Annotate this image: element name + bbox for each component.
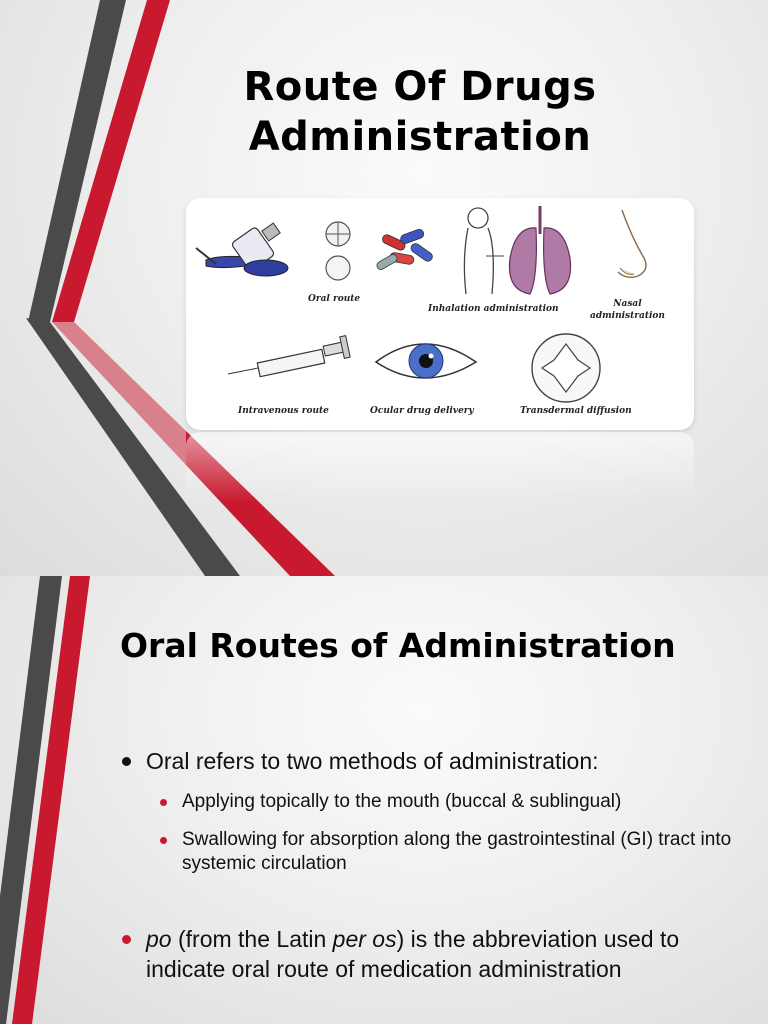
caption-transdermal: Transdermal diffusion xyxy=(520,406,632,416)
person-silhouette-icon xyxy=(464,208,504,294)
caption-inhalation: Inhalation administration xyxy=(428,304,559,314)
eye-icon xyxy=(376,344,476,378)
sub-bullet-topical: Applying topically to the mouth (buccal & sublingual) xyxy=(156,790,750,814)
title-line-1: Route Of Drugs xyxy=(243,64,597,110)
latin-term: per os xyxy=(332,926,397,952)
sub-bullet-swallowing: Swallowing for absorption along the gastrointestinal (GI) tract into systemic circulation xyxy=(156,828,750,876)
nose-icon xyxy=(618,210,646,277)
drug-routes-figure xyxy=(186,198,694,430)
po-abbr: po xyxy=(146,926,172,952)
tablet-icon xyxy=(326,222,350,280)
medicine-bottle-icon xyxy=(196,223,288,276)
slide-heading: Oral Routes of Administration xyxy=(120,626,676,665)
caption-nasal: Nasal administration xyxy=(590,299,665,321)
caption-oral-route: Oral route xyxy=(308,294,361,304)
transdermal-patch-icon xyxy=(532,334,600,402)
caption-ocular: Ocular drug delivery xyxy=(370,406,474,416)
bullet-oral-methods: Oral refers to two methods of administration: xyxy=(120,746,750,776)
capsules-icon xyxy=(375,228,434,271)
caption-intravenous: Intravenous route xyxy=(238,406,329,416)
syringe-icon xyxy=(228,336,350,377)
title-line-2: Administration xyxy=(248,114,592,160)
bullet-list xyxy=(120,746,750,998)
slide-oral-routes xyxy=(0,576,768,1024)
figure-reflection xyxy=(186,432,694,502)
slide-title-heading xyxy=(170,62,670,162)
bullet-po-abbreviation: po (from the Latin per os) is the abbreviation used to indicate oral route of medication administration xyxy=(120,924,750,984)
lungs-icon xyxy=(509,206,570,294)
